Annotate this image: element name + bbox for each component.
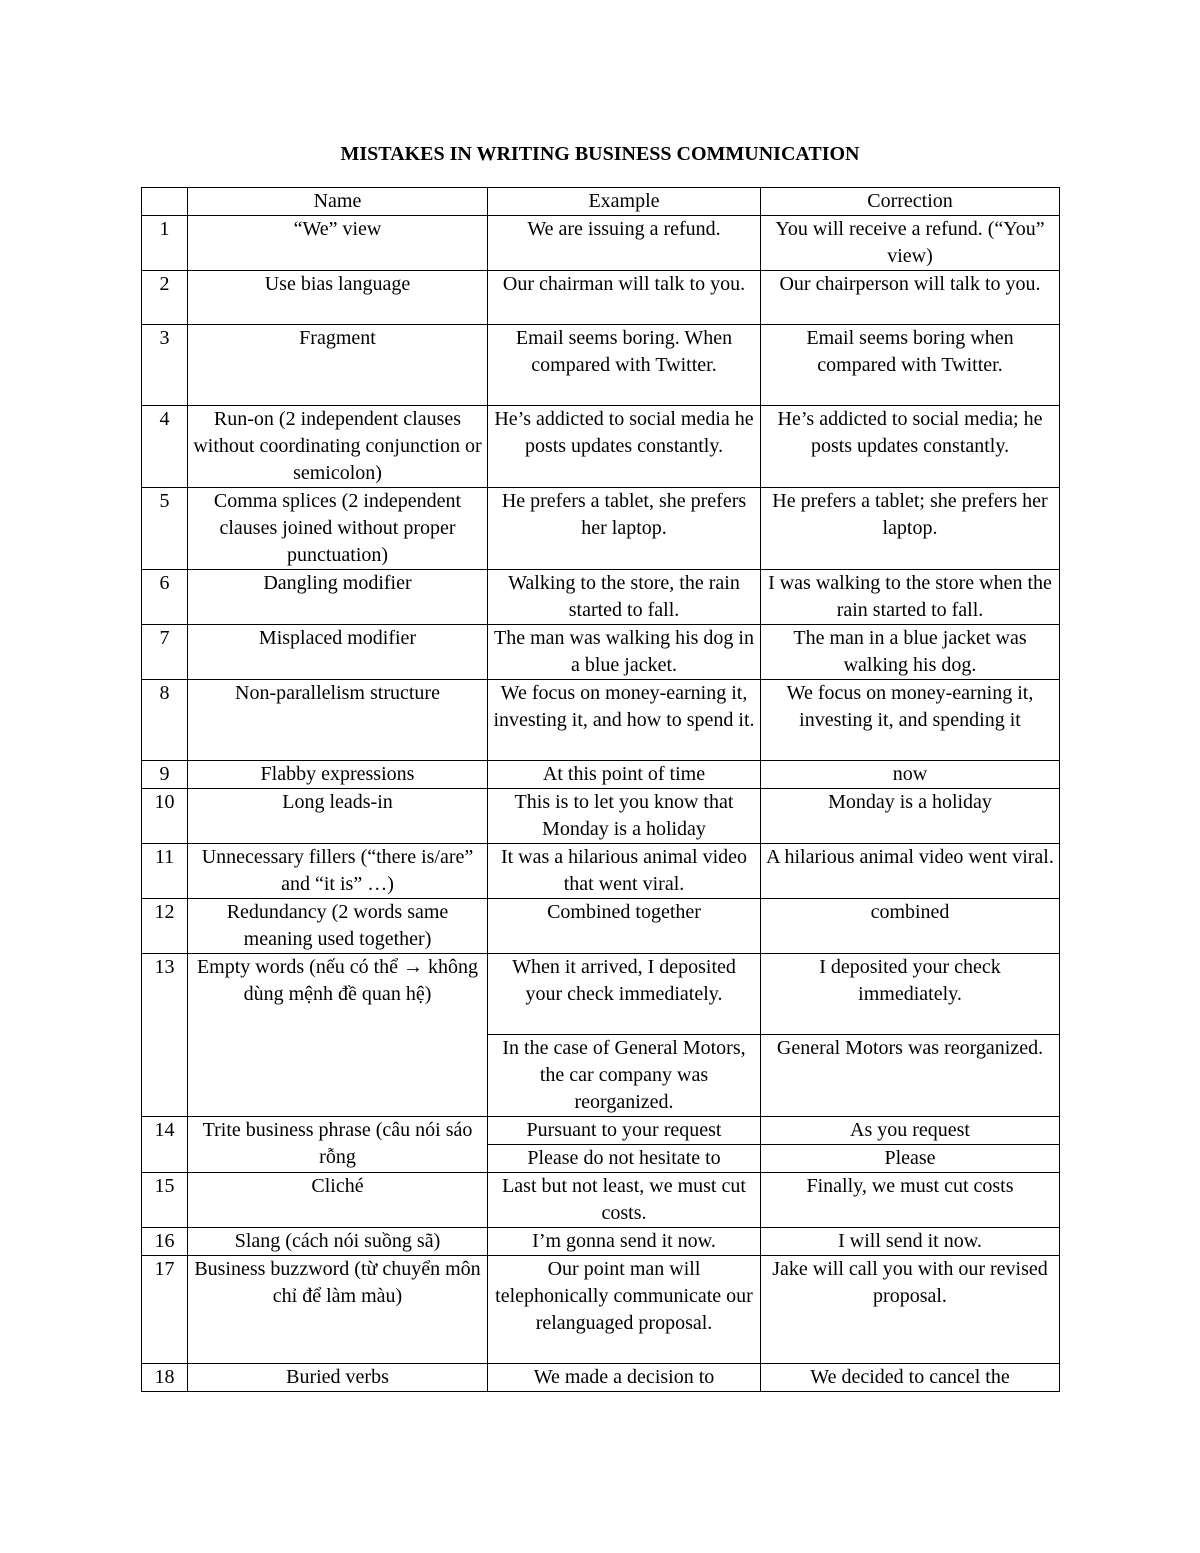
mistake-name: Run-on (2 independent clauses without coordinating conjunction or semicolon) (188, 406, 488, 488)
example-cell: We made a decision to (488, 1364, 761, 1392)
mistake-name: Redundancy (2 words same meaning used together) (188, 899, 488, 954)
table-row (142, 625, 1060, 680)
example-cell: Last but not least, we must cut costs. (488, 1173, 761, 1228)
correction-cell: As you request (761, 1117, 1060, 1145)
row-number: 2 (142, 271, 188, 325)
correction-cell: I will send it now. (761, 1228, 1060, 1256)
mistake-name: “We” view (188, 216, 488, 271)
table-row (142, 406, 1060, 488)
example-cell: It was a hilarious animal video that went viral. (488, 844, 761, 899)
example-cell: He prefers a tablet, she prefers her laptop. (488, 488, 761, 570)
example-cell: He’s addicted to social media he posts updates constantly. (488, 406, 761, 488)
table-row (142, 1173, 1060, 1228)
example-cell: When it arrived, I deposited your check immediately. (488, 954, 761, 1035)
table-row (142, 1364, 1060, 1392)
table-row (142, 488, 1060, 570)
correction-cell: Jake will call you with our revised proposal. (761, 1256, 1060, 1364)
correction-cell: combined (761, 899, 1060, 954)
example-cell: Email seems boring. When compared with Twitter. (488, 325, 761, 406)
correction-cell: He prefers a tablet; she prefers her laptop. (761, 488, 1060, 570)
row-number: 9 (142, 761, 188, 789)
row-number: 8 (142, 680, 188, 761)
mistake-name: Non-parallelism structure (188, 680, 488, 761)
correction-cell: I was walking to the store when the rain started to fall. (761, 570, 1060, 625)
mistake-name: Business buzzword (từ chuyển môn chỉ để làm màu) (188, 1256, 488, 1364)
correction-cell: Email seems boring when compared with Twitter. (761, 325, 1060, 406)
correction-cell: You will receive a refund. (“You” view) (761, 216, 1060, 271)
correction-cell: Monday is a holiday (761, 789, 1060, 844)
correction-cell: now (761, 761, 1060, 789)
table-row (142, 761, 1060, 789)
table-row (142, 1228, 1060, 1256)
example-cell: This is to let you know that Monday is a holiday (488, 789, 761, 844)
row-number: 1 (142, 216, 188, 271)
example-cell: In the case of General Motors, the car company was reorganized. (488, 1035, 761, 1117)
correction-cell: General Motors was reorganized. (761, 1035, 1060, 1117)
table-header-row (142, 188, 1060, 216)
mistake-name: Dangling modifier (188, 570, 488, 625)
row-number: 12 (142, 899, 188, 954)
mistake-name: Fragment (188, 325, 488, 406)
row-number: 4 (142, 406, 188, 488)
correction-cell: I deposited your check immediately. (761, 954, 1060, 1035)
mistake-name: Unnecessary fillers (“there is/are” and “it is” …) (188, 844, 488, 899)
table-row (142, 325, 1060, 406)
table-row (142, 1117, 1060, 1145)
example-cell: Walking to the store, the rain started to fall. (488, 570, 761, 625)
row-number: 14 (142, 1117, 188, 1173)
table-row (142, 216, 1060, 271)
mistake-name: Buried verbs (188, 1364, 488, 1392)
row-number: 15 (142, 1173, 188, 1228)
mistake-name: Trite business phrase (câu nói sáo rỗng (188, 1117, 488, 1173)
row-number: 3 (142, 325, 188, 406)
row-number: 10 (142, 789, 188, 844)
mistake-name: Comma splices (2 independent clauses joined without proper punctuation) (188, 488, 488, 570)
row-number: 7 (142, 625, 188, 680)
table-row (142, 954, 1060, 1035)
mistake-name: Slang (cách nói suồng sã) (188, 1228, 488, 1256)
mistake-name: Cliché (188, 1173, 488, 1228)
row-number: 5 (142, 488, 188, 570)
table-row (142, 899, 1060, 954)
example-cell: Pursuant to your request (488, 1117, 761, 1145)
page-title: MISTAKES IN WRITING BUSINESS COMMUNICATION (340, 143, 860, 165)
example-cell: At this point of time (488, 761, 761, 789)
correction-cell: We focus on money-earning it, investing it, and spending it (761, 680, 1060, 761)
correction-cell: We decided to cancel the (761, 1364, 1060, 1392)
column-header-example: Example (488, 188, 761, 216)
correction-cell: Please (761, 1145, 1060, 1173)
mistakes-table (141, 187, 1060, 1392)
table-row (142, 271, 1060, 325)
row-number: 13 (142, 954, 188, 1117)
table-row (142, 1256, 1060, 1364)
table-row (142, 570, 1060, 625)
row-number: 11 (142, 844, 188, 899)
column-header-correction: Correction (761, 188, 1060, 216)
row-number: 16 (142, 1228, 188, 1256)
column-header-number (142, 188, 188, 216)
table-row (142, 789, 1060, 844)
correction-cell: A hilarious animal video went viral. (761, 844, 1060, 899)
correction-cell: Our chairperson will talk to you. (761, 271, 1060, 325)
column-header-name: Name (188, 188, 488, 216)
correction-cell: Finally, we must cut costs (761, 1173, 1060, 1228)
table-row (142, 844, 1060, 899)
example-cell: I’m gonna send it now. (488, 1228, 761, 1256)
example-cell: Combined together (488, 899, 761, 954)
mistake-name: Use bias language (188, 271, 488, 325)
row-number: 17 (142, 1256, 188, 1364)
example-cell: We are issuing a refund. (488, 216, 761, 271)
mistake-name: Flabby expressions (188, 761, 488, 789)
example-cell: Our point man will telephonically communicate our relanguaged proposal. (488, 1256, 761, 1364)
correction-cell: He’s addicted to social media; he posts updates constantly. (761, 406, 1060, 488)
example-cell: We focus on money-earning it, investing it, and how to spend it. (488, 680, 761, 761)
mistake-name: Long leads-in (188, 789, 488, 844)
mistake-name: Empty words (nếu có thể → không dùng mệnh đề quan hệ) (188, 954, 488, 1117)
example-cell: The man was walking his dog in a blue jacket. (488, 625, 761, 680)
correction-cell: The man in a blue jacket was walking his dog. (761, 625, 1060, 680)
example-cell: Our chairman will talk to you. (488, 271, 761, 325)
example-cell: Please do not hesitate to (488, 1145, 761, 1173)
table-row (142, 680, 1060, 761)
row-number: 6 (142, 570, 188, 625)
row-number: 18 (142, 1364, 188, 1392)
mistake-name: Misplaced modifier (188, 625, 488, 680)
